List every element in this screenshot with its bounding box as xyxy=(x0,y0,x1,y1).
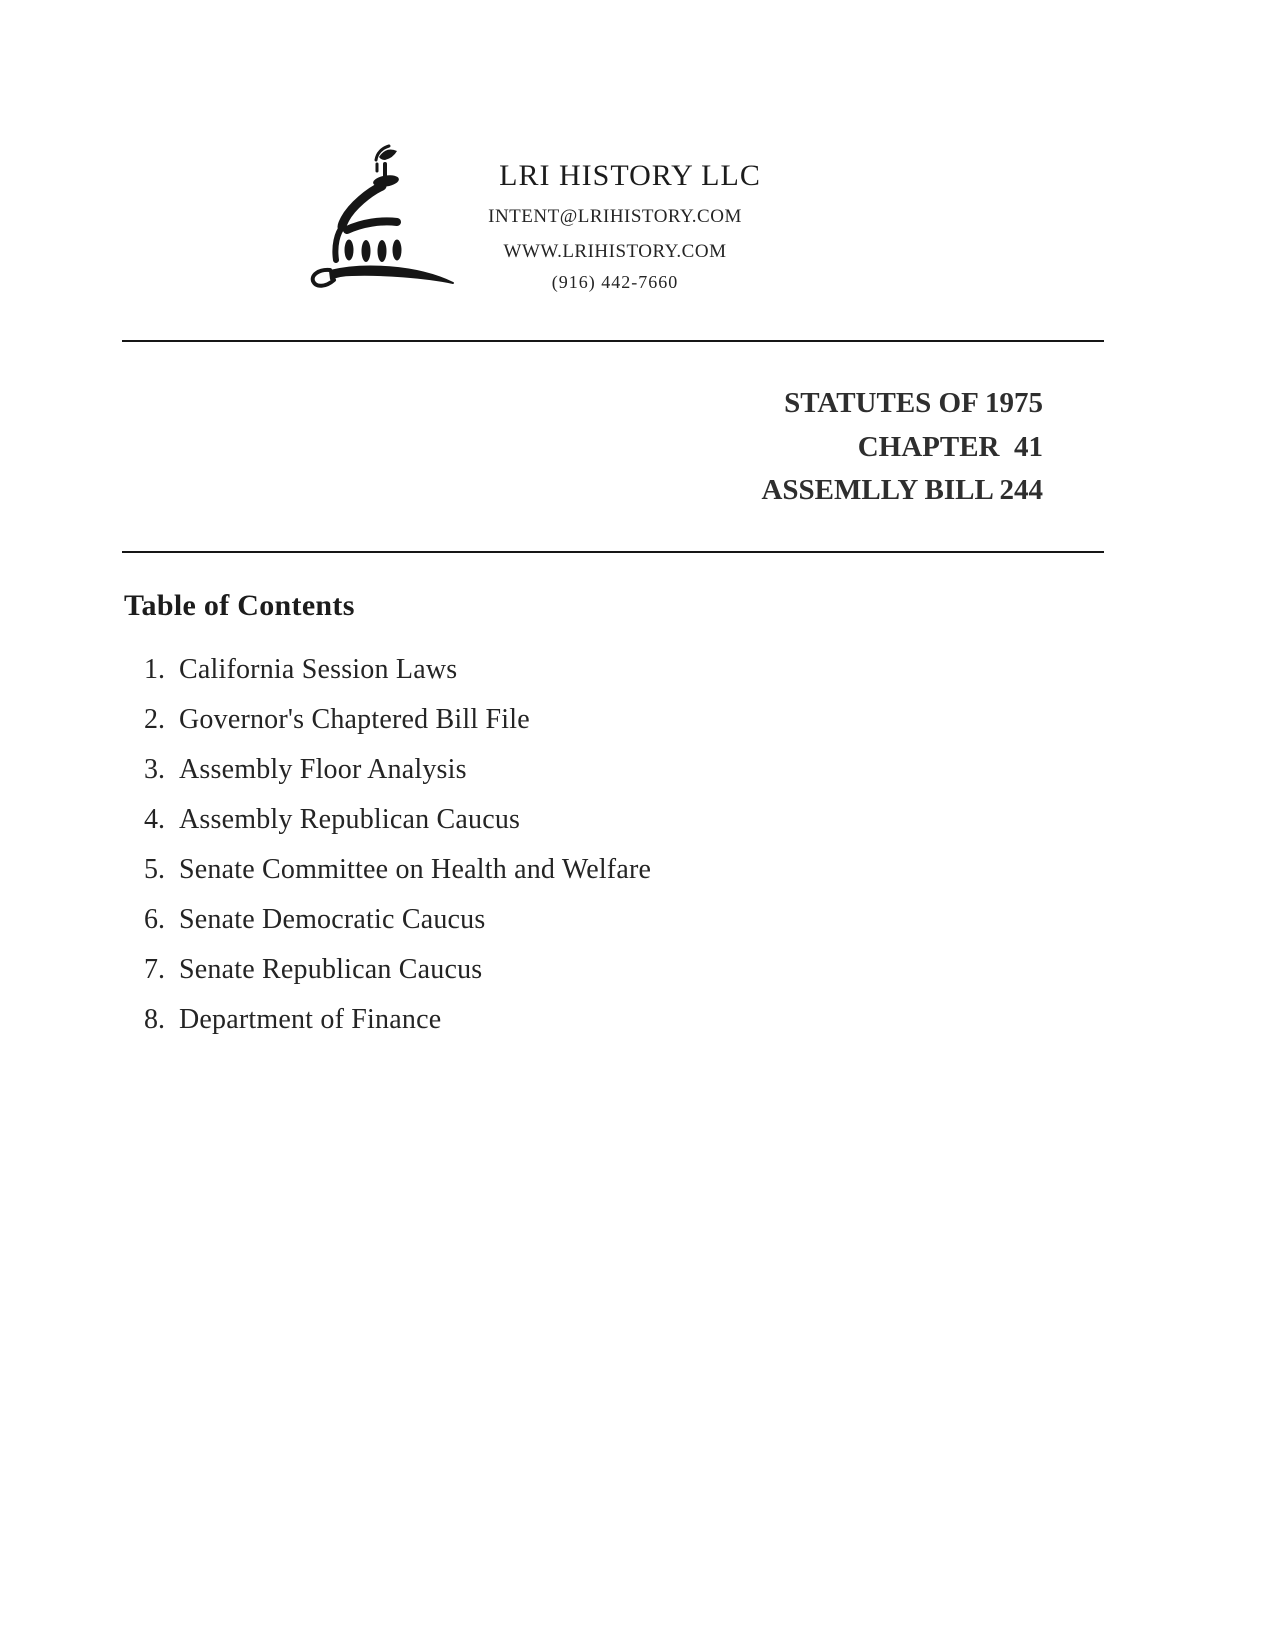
statutes-title-block xyxy=(600,382,1043,513)
toc-item-number: 8. xyxy=(144,1004,165,1035)
company-name: LRI HISTORY LLC xyxy=(499,159,761,192)
company-website: WWW.LRIHISTORY.COM xyxy=(503,241,727,262)
horizontal-rule-top xyxy=(122,340,1104,342)
toc-item-number: 1. xyxy=(144,654,165,685)
logo-column-2 xyxy=(362,240,371,262)
logo-dome-base xyxy=(347,221,397,230)
toc-item xyxy=(144,645,1044,695)
toc-item-number: 7. xyxy=(144,954,165,985)
toc-item xyxy=(144,845,1044,895)
toc-item xyxy=(144,695,1044,745)
toc-item-label: Governor's Chaptered Bill File xyxy=(179,704,530,735)
toc-item xyxy=(144,745,1044,795)
toc-item-label: Senate Republican Caucus xyxy=(179,954,483,985)
statutes-line: STATUTES OF 1975 xyxy=(784,387,1043,419)
toc-item xyxy=(144,795,1044,845)
toc-item-number: 2. xyxy=(144,704,165,735)
toc-item xyxy=(144,895,1044,945)
toc-item-label: Department of Finance xyxy=(179,1004,442,1035)
toc-item xyxy=(144,945,1044,995)
assembly-bill-line: ASSEMLLY BILL 244 xyxy=(761,474,1043,506)
toc-heading: Table of Contents xyxy=(124,589,355,622)
logo-drum-stroke xyxy=(335,226,343,260)
logo-column-3 xyxy=(378,240,387,262)
toc-item-label: Senate Democratic Caucus xyxy=(179,904,486,935)
horizontal-rule-bottom xyxy=(122,551,1104,553)
toc-item-number: 6. xyxy=(144,904,165,935)
toc-item-label: California Session Laws xyxy=(179,654,458,685)
toc-item-number: 5. xyxy=(144,854,165,885)
logo-column-4 xyxy=(393,240,402,261)
toc-item-label: Assembly Floor Analysis xyxy=(179,754,467,785)
toc-item-number: 3. xyxy=(144,754,165,785)
logo-column-1 xyxy=(345,240,354,261)
toc-list xyxy=(144,645,1044,1045)
company-phone: (916) 442-7660 xyxy=(551,272,679,292)
chapter-line: CHAPTER 41 xyxy=(857,430,1043,463)
toc-item-number: 4. xyxy=(144,804,165,835)
toc-item-label: Senate Committee on Health and Welfare xyxy=(179,854,652,885)
toc-item-label: Assembly Republican Caucus xyxy=(179,804,521,835)
toc-item xyxy=(144,995,1044,1045)
company-email: INTENT@LRIHISTORY.COM xyxy=(488,206,742,227)
